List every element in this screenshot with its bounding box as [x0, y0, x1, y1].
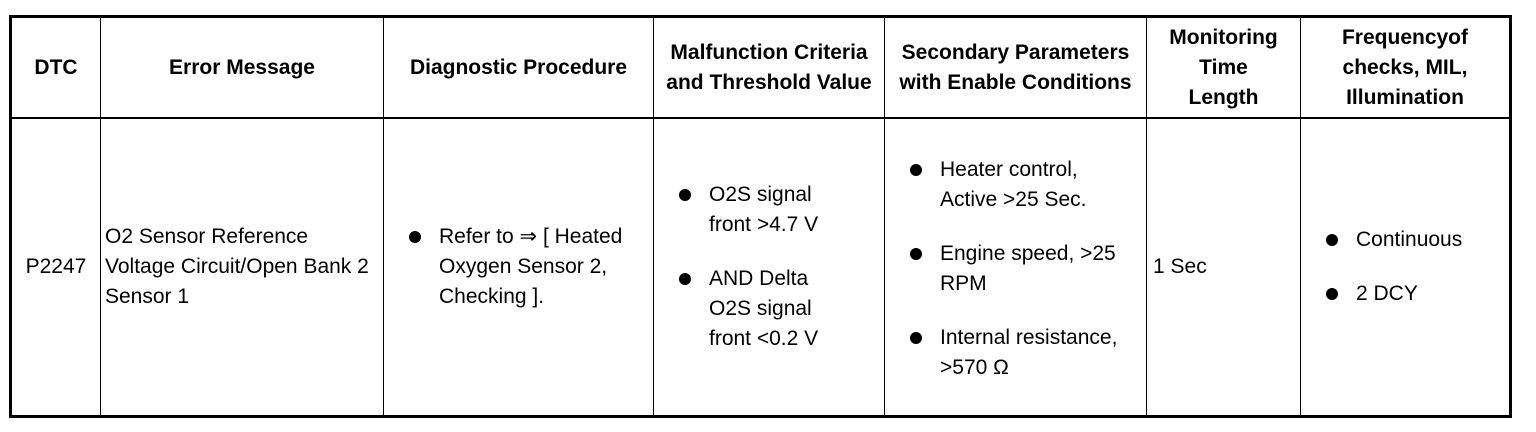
list-item: Heater control, Active >25 Sec.	[907, 155, 1146, 215]
diagnostic-procedure-list	[406, 222, 645, 312]
cell-secondary-parameters	[885, 118, 1147, 417]
secondary-parameters-list	[907, 155, 1146, 383]
list-item: Continuous	[1323, 225, 1509, 255]
list-item: AND Delta O2S signal front <0.2 V	[676, 264, 884, 354]
dtc-table	[9, 15, 1512, 418]
malfunction-criteria-list	[676, 180, 884, 354]
header-error-message: Error Message	[101, 17, 384, 119]
cell-monitoring-time: 1 Sec	[1147, 118, 1301, 417]
list-item: Refer to ⇒ [ Heated Oxygen Sensor 2, Checking ].	[406, 222, 645, 312]
table-row	[11, 118, 1511, 417]
header-row	[11, 17, 1511, 119]
header-monitoring-time: Monitoring Time Length	[1147, 17, 1301, 119]
list-item: Engine speed, >25 RPM	[907, 239, 1146, 299]
cell-frequency	[1301, 118, 1511, 417]
cell-error-message: O2 Sensor Reference Voltage Circuit/Open Bank 2 Sensor 1	[101, 118, 384, 417]
list-item: Internal resistance, >570 Ω	[907, 323, 1146, 383]
cell-diagnostic-procedure	[384, 118, 654, 417]
list-item: 2 DCY	[1323, 279, 1509, 309]
header-frequency: Frequencyof checks, MIL, Illumination	[1301, 17, 1511, 119]
frequency-list	[1323, 225, 1509, 309]
header-diagnostic-procedure: Diagnostic Procedure	[384, 17, 654, 119]
header-dtc: DTC	[11, 17, 101, 119]
list-item: O2S signal front >4.7 V	[676, 180, 884, 240]
header-malfunction-criteria: Malfunction Criteria and Threshold Value	[654, 17, 885, 119]
cell-dtc-code: P2247	[11, 118, 101, 417]
header-secondary-parameters: Secondary Parameters with Enable Conditions	[885, 17, 1147, 119]
cell-malfunction-criteria	[654, 118, 885, 417]
